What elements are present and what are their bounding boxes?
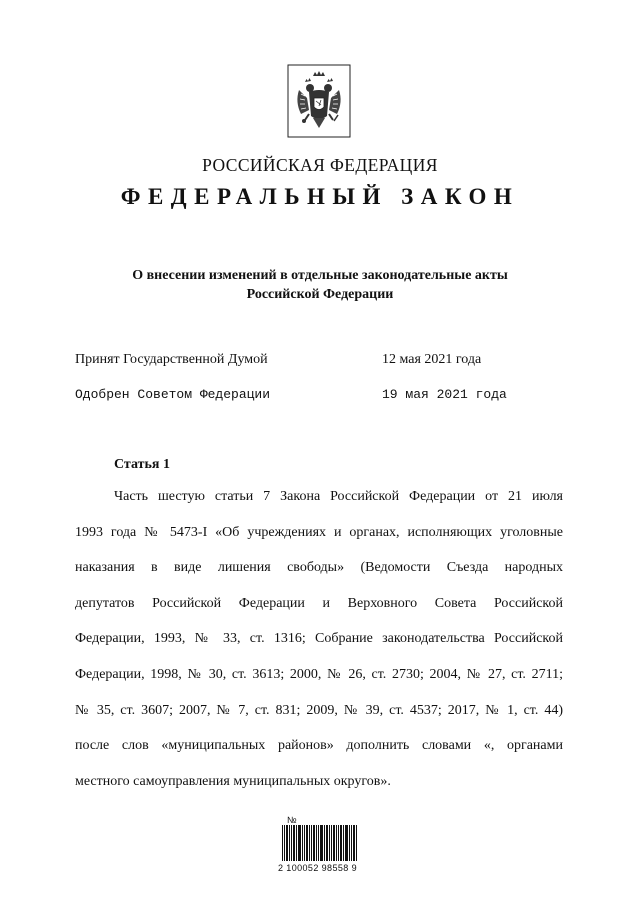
russian-coat-of-arms-icon xyxy=(287,64,351,138)
barcode-number: 2 100052 98558 9 xyxy=(278,863,357,873)
council-label: Одобрен Советом Федерации xyxy=(75,387,271,402)
paragraph-line: Федерации, 1998, № 30, ст. 3613; 2000, № 26, ст. 2730; 2004, № 27, ст. 2711; xyxy=(75,666,563,682)
document-barcode xyxy=(278,815,358,879)
council-date: 19 мая 2021 года xyxy=(382,387,507,402)
paragraph-line: депутатов Российской Федерации и Верховного Совета Российской xyxy=(75,595,563,611)
paragraph-line: наказания в виде лишения свободы» (Ведомости Съезда народных xyxy=(75,560,563,576)
barcode-icon xyxy=(282,825,358,861)
duma-label: Принят Государственной Думой xyxy=(75,352,268,367)
paragraph-line: Часть шестую статьи 7 Закона Российской Федерации от 21 июля xyxy=(114,489,563,504)
paragraph-line: 1993 года № 5473-I «Об учреждениях и органах, исполняющих уголовные xyxy=(75,524,563,540)
article-paragraph xyxy=(75,488,563,808)
document-title-line: Российской Федерации xyxy=(246,287,394,302)
article-heading: Статья 1 xyxy=(114,457,170,472)
barcode-top-mark: № xyxy=(287,815,297,825)
paragraph-line: Федерации, 1993, № 33, ст. 1316; Собрание законодательства Российской xyxy=(75,631,563,647)
paragraph-line: после слов «муниципальных районов» дополнить словами «, органами xyxy=(75,738,563,754)
document-title-line: О внесении изменений в отдельные законодательные акты xyxy=(132,268,508,283)
duma-date: 12 мая 2021 года xyxy=(382,352,482,367)
document-type: ФЕДЕРАЛЬНЫЙ ЗАКОН xyxy=(120,184,520,209)
document-title xyxy=(90,266,550,304)
country-name: РОССИЙСКАЯ ФЕДЕРАЦИЯ xyxy=(202,155,438,175)
paragraph-line: местного самоуправления муниципальных округов». xyxy=(75,773,391,789)
paragraph-line: № 35, ст. 3607; 2007, № 7, ст. 831; 2009, № 39, ст. 4537; 2017, № 1, ст. 44) xyxy=(75,702,563,718)
